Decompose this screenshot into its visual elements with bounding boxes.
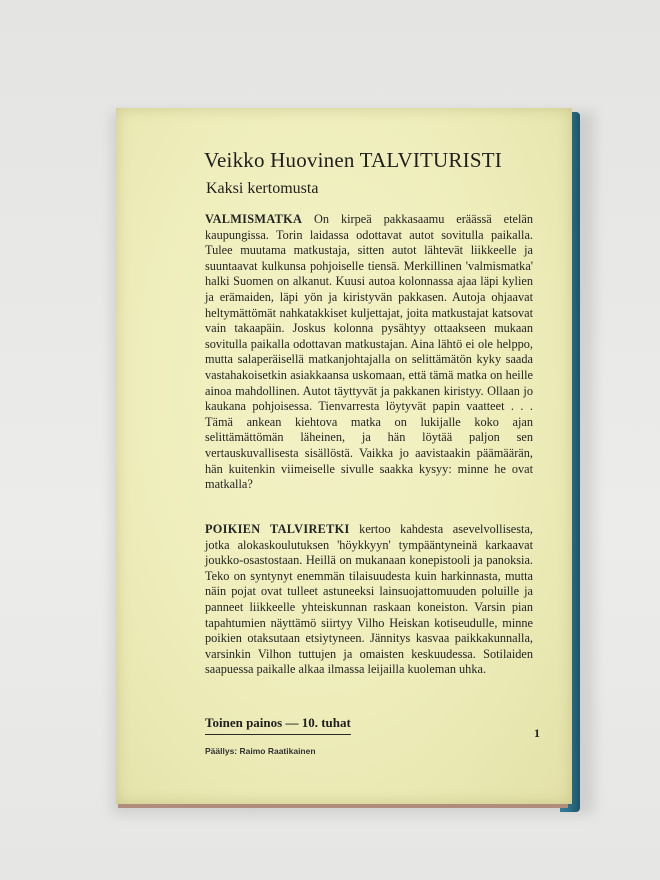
- story-heading: POIKIEN TALVIRETKI: [205, 522, 350, 536]
- edition-info: Toinen painos — 10. tuhat: [205, 715, 351, 735]
- book-back-cover: [116, 108, 572, 804]
- cover-credit: Päällys: Raimo Raatikainen: [205, 746, 316, 756]
- story-text: kertoo kahdesta asevelvollisesta, jotka alokaskoulutuksen 'höykkyyn' tympääntyneinä karkaavat joukko-osastostaan. Heillä on mukanaan konepistooli ja panoksia. Teko on syntynyt enemmän tilaisuudesta kuin harkinnasta, mutta näin pojat ovat tulleet astuneeksi lainsuojattomuuden poluille ja panneet liikkeelle yhteiskunnan raskaan koneiston. Varsin pian tapahtumien näyttämö siirtyy Vilho Heiskan kotiseudulle, minne poikien otaksutaan etsiytyneen. Jännitys kasvaa paikkakunnalla, varsinkin Vilhon tuttujen ja omaisten keskuudessa. Sotilaiden saapuessa paikalle alkaa ilmassa leijailla kuoleman uhka.: [205, 522, 533, 677]
- story-heading: VALMISMATKA: [205, 212, 303, 226]
- author-name: Veikko Huovinen: [204, 148, 355, 172]
- title-line: [204, 148, 502, 173]
- book-subtitle: Kaksi kertomusta: [206, 180, 319, 197]
- story-text: On kirpeä pakkasaamu eräässä etelän kaupungissa. Torin laidassa odottavat autot sovitulla paikalla. Tulee muutama matkustaja, sitten autot lähtevät liikkeelle ja suuntaavat kulkunsa pohjoiselle tiensä. Merkillinen 'valmismatka' halki Suomen on alkanut. Kuusi autoa kolonnassa ajaa läpi kylien ja erämaiden, läpi yön ja kiristyvän pakkasen. Autoja ohjaavat heltymättömät nahkatakkiset kuljettajat, joita matkustajat katsovat vain takaapäin. Joskus kolonna pysähtyy ottaakseen mukaan sovitulla paikalla odottavan matkustajan. Aina lähtö ei ole helppo, mutta salaperäisellä matkanjohtajalla on selittämätön kyky saada vastahakoisetkin asiakkaansa uskomaan, että tämä matka on heille ainoa mahdollinen. Autot täyttyvät ja pakkanen kiristyy. Ollaan jo kaukana pohjoisessa. Tienvarresta löytyvät papin vaatteet . . . Tämä ankean kiehtova matka on lukijalle koko ajan selittämättömän läheinen, ja hän löytää paljon sen vertauskuvallisesta sisällöstä. Vaikka jo aavistaakin päämäärän, hän kuitenkin viimeiselle sivulle saakka kysyy: minne he ovat matkalla?: [205, 212, 534, 492]
- story-blurb-valmismatka: [205, 212, 533, 493]
- story-blurb-poikien-talviretki: [205, 522, 533, 678]
- book-title: TALVITURISTI: [359, 148, 502, 172]
- page-number: 1: [534, 726, 540, 740]
